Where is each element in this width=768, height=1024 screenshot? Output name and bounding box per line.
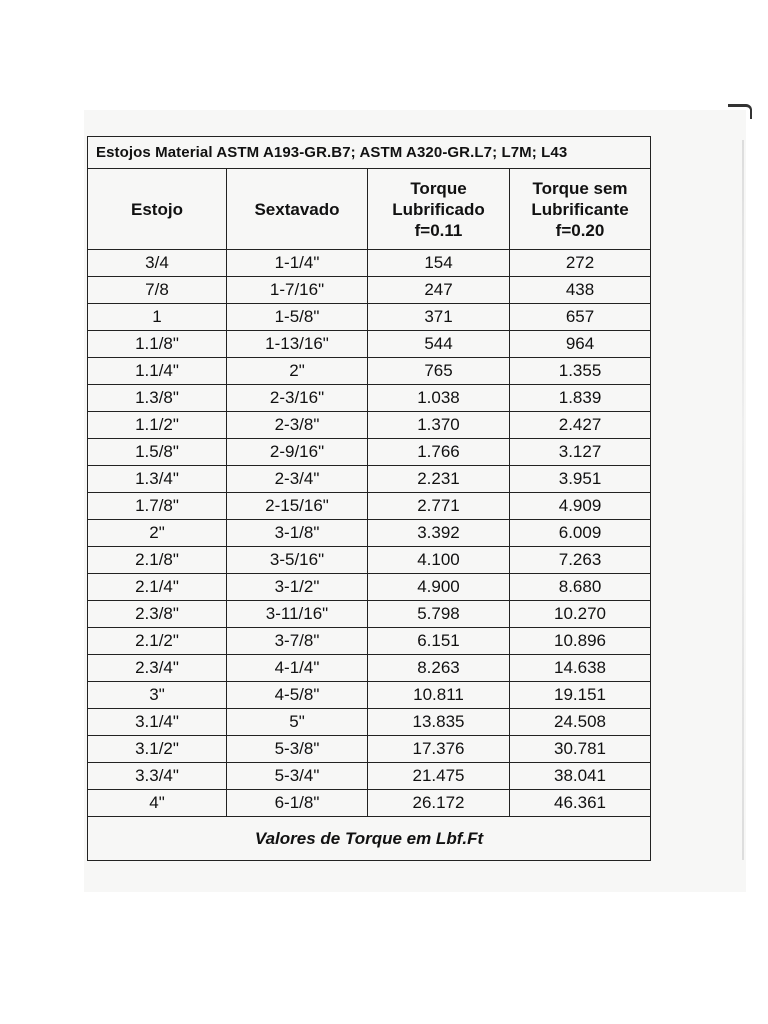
cell-torque-lubrificado: 2.771 — [368, 493, 510, 520]
cell-estojo: 3/4 — [88, 250, 227, 277]
table-row — [88, 628, 651, 655]
cell-torque-lubrificado: 765 — [368, 358, 510, 385]
cell-estojo: 7/8 — [88, 277, 227, 304]
cell-torque-sem-lubrificante: 46.361 — [510, 790, 651, 817]
cell-sextavado: 1-5/8" — [227, 304, 368, 331]
table-row — [88, 601, 651, 628]
table-body — [88, 250, 651, 817]
cell-sextavado: 5-3/4" — [227, 763, 368, 790]
header-torque-sem-line3: f=0.20 — [555, 220, 605, 240]
cell-torque-lubrificado: 4.100 — [368, 547, 510, 574]
cell-estojo: 1.5/8" — [88, 439, 227, 466]
cell-estojo: 3" — [88, 682, 227, 709]
cell-estojo: 1 — [88, 304, 227, 331]
cell-torque-sem-lubrificante: 14.638 — [510, 655, 651, 682]
torque-table — [87, 136, 651, 861]
cell-torque-sem-lubrificante: 38.041 — [510, 763, 651, 790]
table-row — [88, 331, 651, 358]
header-sextavado: Sextavado — [227, 169, 368, 250]
page-edge-shadow — [742, 140, 744, 860]
cell-torque-lubrificado: 2.231 — [368, 466, 510, 493]
cell-sextavado: 3-11/16" — [227, 601, 368, 628]
cell-sextavado: 2-9/16" — [227, 439, 368, 466]
header-estojo: Estojo — [88, 169, 227, 250]
cell-estojo: 1.1/4" — [88, 358, 227, 385]
cell-sextavado: 2-15/16" — [227, 493, 368, 520]
cell-torque-lubrificado: 1.766 — [368, 439, 510, 466]
cell-torque-lubrificado: 26.172 — [368, 790, 510, 817]
table-row — [88, 682, 651, 709]
cell-torque-lubrificado: 13.835 — [368, 709, 510, 736]
cell-estojo: 3.1/4" — [88, 709, 227, 736]
cell-torque-sem-lubrificante: 4.909 — [510, 493, 651, 520]
cell-estojo: 3.3/4" — [88, 763, 227, 790]
cell-torque-lubrificado: 10.811 — [368, 682, 510, 709]
table-row — [88, 790, 651, 817]
cell-estojo: 2.1/2" — [88, 628, 227, 655]
cell-torque-sem-lubrificante: 3.951 — [510, 466, 651, 493]
header-row — [88, 169, 651, 250]
cell-sextavado: 3-7/8" — [227, 628, 368, 655]
table-footer-note: Valores de Torque em Lbf.Ft — [88, 817, 651, 861]
cell-estojo: 1.1/8" — [88, 331, 227, 358]
table-row — [88, 385, 651, 412]
cell-torque-sem-lubrificante: 7.263 — [510, 547, 651, 574]
cell-sextavado: 3-1/2" — [227, 574, 368, 601]
header-torque-sem-line1: Torque sem — [532, 178, 628, 198]
cell-torque-sem-lubrificante: 1.355 — [510, 358, 651, 385]
table-row — [88, 439, 651, 466]
header-torque-sem-line2: Lubrificante — [531, 199, 629, 219]
cell-torque-lubrificado: 1.038 — [368, 385, 510, 412]
page-corner-mark — [728, 104, 752, 119]
cell-torque-sem-lubrificante: 30.781 — [510, 736, 651, 763]
table-row — [88, 655, 651, 682]
cell-sextavado: 1-7/16" — [227, 277, 368, 304]
table-row — [88, 547, 651, 574]
cell-estojo: 1.3/8" — [88, 385, 227, 412]
cell-sextavado: 2-3/8" — [227, 412, 368, 439]
cell-torque-lubrificado: 6.151 — [368, 628, 510, 655]
cell-torque-lubrificado: 3.392 — [368, 520, 510, 547]
title-row — [88, 137, 651, 169]
cell-sextavado: 6-1/8" — [227, 790, 368, 817]
header-torque-sem-lubrificante — [510, 169, 651, 250]
cell-estojo: 2.1/4" — [88, 574, 227, 601]
header-torque-lubrificado-line2: Lubrificado — [392, 199, 485, 219]
table-row — [88, 493, 651, 520]
cell-torque-sem-lubrificante: 272 — [510, 250, 651, 277]
cell-torque-lubrificado: 154 — [368, 250, 510, 277]
table-row — [88, 277, 651, 304]
cell-sextavado: 1-13/16" — [227, 331, 368, 358]
table-row — [88, 709, 651, 736]
header-torque-lubrificado — [368, 169, 510, 250]
cell-estojo: 2.3/8" — [88, 601, 227, 628]
cell-torque-sem-lubrificante: 8.680 — [510, 574, 651, 601]
cell-sextavado: 4-5/8" — [227, 682, 368, 709]
cell-estojo: 1.3/4" — [88, 466, 227, 493]
cell-torque-sem-lubrificante: 964 — [510, 331, 651, 358]
cell-torque-sem-lubrificante: 438 — [510, 277, 651, 304]
cell-torque-sem-lubrificante: 6.009 — [510, 520, 651, 547]
table-title: Estojos Material ASTM A193-GR.B7; ASTM A320-GR.L7; L7M; L43 — [88, 137, 651, 169]
cell-torque-sem-lubrificante: 657 — [510, 304, 651, 331]
cell-torque-lubrificado: 21.475 — [368, 763, 510, 790]
torque-table-container — [87, 136, 650, 861]
cell-torque-sem-lubrificante: 2.427 — [510, 412, 651, 439]
cell-torque-lubrificado: 544 — [368, 331, 510, 358]
cell-sextavado: 5-3/8" — [227, 736, 368, 763]
cell-sextavado: 2" — [227, 358, 368, 385]
cell-torque-lubrificado: 17.376 — [368, 736, 510, 763]
header-torque-lubrificado-line1: Torque — [410, 178, 467, 198]
cell-estojo: 2.1/8" — [88, 547, 227, 574]
cell-torque-sem-lubrificante: 10.896 — [510, 628, 651, 655]
cell-torque-lubrificado: 8.263 — [368, 655, 510, 682]
table-row — [88, 763, 651, 790]
cell-torque-lubrificado: 5.798 — [368, 601, 510, 628]
footer-row — [88, 817, 651, 861]
cell-torque-lubrificado: 371 — [368, 304, 510, 331]
table-row — [88, 736, 651, 763]
cell-torque-sem-lubrificante: 3.127 — [510, 439, 651, 466]
cell-sextavado: 4-1/4" — [227, 655, 368, 682]
cell-sextavado: 5" — [227, 709, 368, 736]
cell-estojo: 2" — [88, 520, 227, 547]
table-row — [88, 250, 651, 277]
cell-sextavado: 2-3/4" — [227, 466, 368, 493]
cell-estojo: 2.3/4" — [88, 655, 227, 682]
cell-sextavado: 3-5/16" — [227, 547, 368, 574]
table-row — [88, 466, 651, 493]
cell-torque-sem-lubrificante: 1.839 — [510, 385, 651, 412]
cell-torque-sem-lubrificante: 19.151 — [510, 682, 651, 709]
cell-torque-lubrificado: 1.370 — [368, 412, 510, 439]
cell-torque-lubrificado: 247 — [368, 277, 510, 304]
cell-estojo: 4" — [88, 790, 227, 817]
table-row — [88, 574, 651, 601]
cell-sextavado: 2-3/16" — [227, 385, 368, 412]
table-row — [88, 304, 651, 331]
cell-torque-sem-lubrificante: 24.508 — [510, 709, 651, 736]
cell-torque-lubrificado: 4.900 — [368, 574, 510, 601]
table-row — [88, 412, 651, 439]
cell-estojo: 1.7/8" — [88, 493, 227, 520]
cell-estojo: 1.1/2" — [88, 412, 227, 439]
table-row — [88, 358, 651, 385]
cell-sextavado: 1-1/4" — [227, 250, 368, 277]
cell-estojo: 3.1/2" — [88, 736, 227, 763]
cell-torque-sem-lubrificante: 10.270 — [510, 601, 651, 628]
header-torque-lubrificado-line3: f=0.11 — [414, 220, 463, 240]
cell-sextavado: 3-1/8" — [227, 520, 368, 547]
table-row — [88, 520, 651, 547]
